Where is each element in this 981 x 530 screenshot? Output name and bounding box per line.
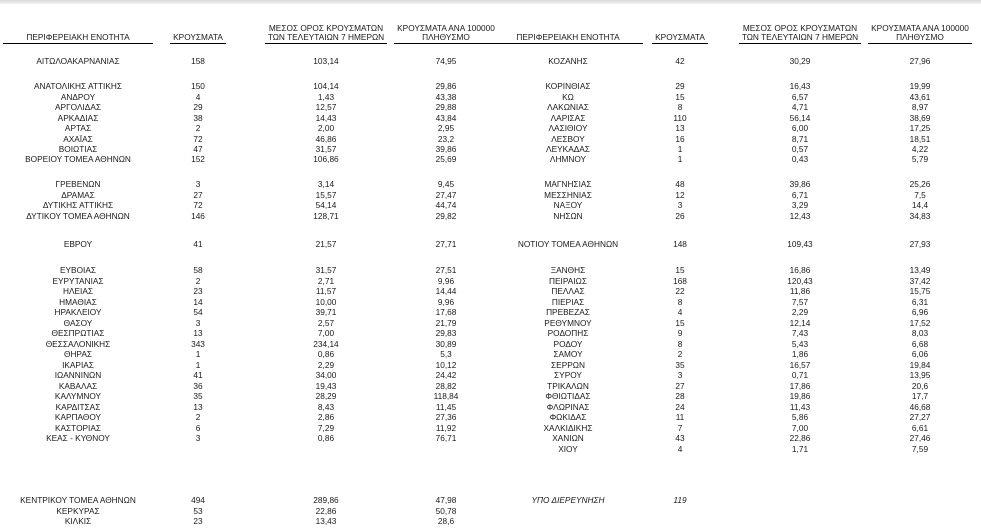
avg7-value: 14,43	[315, 113, 337, 123]
cases-value: 48	[675, 179, 685, 189]
region-name: ΕΥΒΟΙΑΣ	[59, 265, 97, 275]
per100k-value: 14,4	[911, 200, 929, 210]
avg7-value: 2,29	[791, 307, 809, 317]
avg7-value: 289,86	[313, 495, 339, 505]
cases-value: 41	[193, 239, 203, 249]
per100k-value: 7,5	[914, 190, 926, 200]
region-name: ΕΥΡΥΤΑΝΙΑΣ	[52, 276, 104, 286]
avg7-value: 5,86	[791, 412, 809, 422]
avg7-value: 106,86	[313, 154, 339, 164]
region-name: ΔΥΤΙΚΗΣ ΑΤΤΙΚΗΣ	[42, 200, 114, 210]
cases-value: 110	[673, 113, 687, 123]
cases-value: 13	[193, 328, 203, 338]
avg7-value: 0,71	[791, 370, 809, 380]
region-name: ΣΑΜΟΥ	[553, 349, 583, 359]
avg7-value: 34,00	[315, 370, 337, 380]
per100k-value: 30,89	[435, 339, 457, 349]
cases-value: 41	[193, 370, 203, 380]
cases-value: 9	[677, 328, 683, 338]
cases-value: 11	[675, 412, 685, 422]
cases-value: 13	[675, 123, 685, 133]
per100k-value: 7,59	[911, 444, 929, 454]
per100k-value: 44,74	[435, 200, 457, 210]
avg7-value: 11,86	[789, 286, 811, 296]
cases-value: 72	[193, 200, 203, 210]
per100k-value: 8,97	[911, 102, 929, 112]
per100k-value: 13,95	[909, 370, 931, 380]
region-name: ΓΡΕΒΕΝΩΝ	[55, 179, 101, 189]
region-name: ΝΑΞΟΥ	[553, 200, 583, 210]
per100k-value: 28,82	[435, 381, 457, 391]
per100k-value: 8,03	[911, 328, 929, 338]
cases-value: 1	[195, 360, 201, 370]
region-name: ΔΥΤΙΚΟΥ ΤΟΜΕΑ ΑΘΗΝΩΝ	[26, 211, 130, 221]
per100k-value: 76,71	[435, 433, 457, 443]
per100k-value: 17,7	[911, 391, 929, 401]
left-header-region: ΠΕΡΙΦΕΡΕΙΑΚΗ ΕΝΟΤΗΤΑ	[3, 33, 153, 44]
cases-value: 8	[677, 339, 683, 349]
top-edge	[0, 0, 981, 4]
avg7-value: 3,29	[791, 200, 809, 210]
region-name: ΛΑΣΙΘΙΟΥ	[548, 123, 588, 133]
avg7-value: 31,57	[315, 144, 337, 154]
per100k-value: 47,98	[435, 495, 457, 505]
left-header-avg7	[265, 24, 387, 44]
per100k-value: 21,79	[435, 318, 457, 328]
per100k-value: 34,83	[909, 211, 931, 221]
avg7-value: 109,43	[787, 239, 813, 249]
per100k-value: 27,46	[909, 433, 931, 443]
region-name: ΧΙΟΥ	[558, 444, 578, 454]
avg7-value: 1,71	[791, 444, 809, 454]
avg7-value: 7,29	[317, 423, 335, 433]
cases-value: 2	[195, 412, 201, 422]
region-name: ΗΡΑΚΛΕΙΟΥ	[54, 307, 102, 317]
avg7-value: 2,29	[317, 360, 335, 370]
avg7-value: 1,43	[317, 92, 335, 102]
left-header-per100k-line: ΠΛΗΘΥΣΜΟ	[422, 32, 470, 42]
region-name: ΣΥΡΟΥ	[554, 370, 582, 380]
region-name: ΝΟΤΙΟΥ ΤΟΜΕΑ ΑΘΗΝΩΝ	[517, 239, 619, 249]
avg7-value: 8,71	[791, 134, 809, 144]
cases-value: 2	[195, 276, 201, 286]
cases-value: 2	[677, 349, 683, 359]
per100k-value: 24,42	[435, 370, 457, 380]
avg7-value: 39,86	[789, 179, 811, 189]
per100k-value: 27,36	[435, 412, 457, 422]
region-name: ΛΕΥΚΑΔΑΣ	[546, 144, 590, 154]
cases-value: 13	[193, 402, 203, 412]
cases-value: 12	[675, 190, 685, 200]
cases-value: 8	[677, 297, 683, 307]
per100k-value: 27,47	[435, 190, 457, 200]
cases-value: 168	[673, 276, 687, 286]
avg7-value: 28,29	[315, 391, 337, 401]
per100k-value: 6,68	[911, 339, 929, 349]
per100k-value: 6,96	[911, 307, 929, 317]
cases-value: 3	[677, 370, 683, 380]
region-name: ΛΕΣΒΟΥ	[551, 134, 585, 144]
per100k-value: 10,12	[435, 360, 457, 370]
per100k-value: 38,69	[909, 113, 931, 123]
avg7-value: 5,43	[791, 339, 809, 349]
per100k-value: 5,79	[911, 154, 929, 164]
per100k-value: 46,68	[909, 402, 931, 412]
cases-value: 53	[193, 506, 203, 516]
avg7-value: 2,00	[317, 123, 335, 133]
region-name: ΚΑΛΥΜΝΟΥ	[54, 391, 102, 401]
region-name: ΛΑΡΙΣΑΣ	[550, 113, 586, 123]
left-header-cases: ΚΡΟΥΣΜΑΤΑ	[170, 33, 226, 44]
cases-value: 42	[675, 56, 685, 66]
cases-value: 27	[675, 381, 685, 391]
cases-value: 4	[677, 444, 683, 454]
region-name: ΠΙΕΡΙΑΣ	[551, 297, 585, 307]
region-name: ΒΟΙΩΤΙΑΣ	[58, 144, 98, 154]
per100k-value: 37,42	[909, 276, 931, 286]
region-name: ΦΘΙΩΤΙΔΑΣ	[545, 391, 591, 401]
per100k-value: 29,82	[435, 211, 457, 221]
cases-value: 150	[191, 81, 205, 91]
region-name: ΙΚΑΡΙΑΣ	[62, 360, 94, 370]
region-name: ΧΑΛΚΙΔΙΚΗΣ	[543, 423, 593, 433]
cases-value: 343	[191, 339, 205, 349]
cases-value: 3	[677, 200, 683, 210]
avg7-value: 104,14	[313, 81, 339, 91]
region-name: ΡΕΘΥΜΝΟΥ	[544, 318, 592, 328]
cases-value: 24	[675, 402, 685, 412]
cases-value: 47	[193, 144, 203, 154]
cases-value: 6	[195, 423, 201, 433]
per100k-value: 29,86	[435, 81, 457, 91]
cases-value: 3	[195, 318, 201, 328]
per100k-value: 43,61	[909, 92, 931, 102]
per100k-value: 6,06	[911, 349, 929, 359]
region-name: ΑΡΤΑΣ	[64, 123, 92, 133]
right-header-avg7	[739, 24, 861, 44]
region-name: ΑΧΑΪΑΣ	[63, 134, 93, 144]
avg7-value: 10,00	[315, 297, 337, 307]
left-header-per100k	[394, 24, 498, 44]
cases-value: 54	[193, 307, 203, 317]
region-name: ΠΕΙΡΑΙΩΣ	[549, 276, 587, 286]
cases-value: 1	[195, 349, 201, 359]
region-name: ΜΑΓΝΗΣΙΑΣ	[544, 179, 592, 189]
region-name: ΚΑΣΤΟΡΙΑΣ	[54, 423, 102, 433]
per100k-value: 43,38	[435, 92, 457, 102]
avg7-value: 6,57	[791, 92, 809, 102]
region-name: ΚΑΒΑΛΑΣ	[58, 381, 98, 391]
avg7-value: 7,00	[317, 328, 335, 338]
per100k-value: 9,45	[437, 179, 455, 189]
region-name: ΠΡΕΒΕΖΑΣ	[546, 307, 590, 317]
per100k-value: 5,3	[440, 349, 452, 359]
per100k-value: 11,45	[435, 402, 457, 412]
avg7-value: 39,71	[315, 307, 337, 317]
avg7-value: 3,14	[317, 179, 335, 189]
avg7-value: 2,57	[317, 318, 335, 328]
avg7-value: 128,71	[313, 211, 339, 221]
cases-value: 38	[193, 113, 203, 123]
region-name: ΛΗΜΝΟΥ	[549, 154, 587, 164]
region-name: ΘΕΣΠΡΩΤΙΑΣ	[51, 328, 105, 338]
per100k-value: 74,95	[435, 56, 457, 66]
avg7-value: 21,57	[315, 239, 337, 249]
region-name: ΚΑΡΔΙΤΣΑΣ	[55, 402, 101, 412]
per100k-value: 27,51	[435, 265, 457, 275]
region-name: ΒΟΡΕΙΟΥ ΤΟΜΕΑ ΑΘΗΝΩΝ	[25, 154, 131, 164]
cases-value: 1	[677, 154, 683, 164]
avg7-value: 0,57	[791, 144, 809, 154]
per100k-value: 20,6	[911, 381, 929, 391]
avg7-value: 7,43	[791, 328, 809, 338]
region-name: ΚΕΑΣ - ΚΥΘΝΟΥ	[46, 433, 110, 443]
avg7-value: 15,57	[315, 190, 337, 200]
avg7-value: 16,57	[789, 360, 811, 370]
region-name: ΚΕΡΚΥΡΑΣ	[56, 506, 100, 516]
per100k-value: 23,2	[437, 134, 455, 144]
cases-value: 36	[193, 381, 203, 391]
avg7-value: 4,71	[791, 102, 809, 112]
region-name: ΑΡΚΑΔΙΑΣ	[57, 113, 99, 123]
avg7-value: 16,43	[789, 81, 811, 91]
avg7-value: 56,14	[789, 113, 811, 123]
per100k-value: 18,51	[909, 134, 931, 144]
cases-value: 8	[677, 102, 683, 112]
region-name: ΜΕΣΣΗΝΙΑΣ	[544, 190, 592, 200]
per100k-value: 17,52	[909, 318, 931, 328]
avg7-value: 0,86	[317, 433, 335, 443]
region-name: ΑΡΓΟΛΙΔΑΣ	[55, 102, 101, 112]
avg7-value: 12,43	[789, 211, 811, 221]
cases-value: 16	[675, 134, 685, 144]
left-header-avg7-line: ΤΩΝ ΤΕΛΕΥΤΑΙΩΝ 7 ΗΜΕΡΩΝ	[267, 32, 385, 42]
left-header-per100k-line: ΚΡΟΥΣΜΑΤΑ ΑΝΑ 100000	[397, 23, 495, 33]
avg7-value: 22,86	[789, 433, 811, 443]
cases-value: 2	[195, 123, 201, 133]
cases-value: 15	[675, 318, 685, 328]
per100k-value: 39,86	[435, 144, 457, 154]
cases-value: 1	[677, 144, 683, 154]
avg7-value: 7,00	[791, 423, 809, 433]
cases-value: 15	[675, 265, 685, 275]
right-header-per100k	[868, 24, 972, 44]
per100k-value: 27,71	[435, 239, 457, 249]
cases-value: 4	[677, 307, 683, 317]
region-name: ΤΡΙΚΑΛΩΝ	[547, 381, 589, 391]
avg7-value: 11,57	[315, 286, 337, 296]
right-header-cases: ΚΡΟΥΣΜΑΤΑ	[652, 33, 708, 44]
region-name: ΗΛΕΙΑΣ	[62, 286, 94, 296]
avg7-value: 2,86	[317, 412, 335, 422]
avg7-value: 120,43	[787, 276, 813, 286]
cases-value: 152	[191, 154, 205, 164]
right-header-avg7-line: ΤΩΝ ΤΕΛΕΥΤΑΙΩΝ 7 ΗΜΕΡΩΝ	[741, 32, 859, 42]
cases-value: 23	[193, 286, 203, 296]
region-name: ΙΩΑΝΝΙΝΩΝ	[54, 370, 102, 380]
cases-value: 27	[193, 190, 203, 200]
region-name: ΦΩΚΙΔΑΣ	[549, 412, 587, 422]
region-name: ΚΟΡΙΝΘΙΑΣ	[545, 81, 591, 91]
cases-value: 119	[673, 495, 687, 505]
right-header-avg7-line: ΜΕΣΟΣ ΟΡΟΣ ΚΡΟΥΣΜΑΤΩΝ	[742, 23, 858, 33]
avg7-value: 54,14	[315, 200, 337, 210]
per100k-value: 11,92	[435, 423, 457, 433]
avg7-value: 1,86	[791, 349, 809, 359]
right-header-per100k-line: ΚΡΟΥΣΜΑΤΑ ΑΝΑ 100000	[871, 23, 969, 33]
per100k-value: 43,84	[435, 113, 457, 123]
region-name: ΘΗΡΑΣ	[63, 349, 93, 359]
region-name: ΥΠΟ ΔΙΕΡΕΥΝΗΣΗ	[531, 495, 605, 505]
per100k-value: 29,83	[435, 328, 457, 338]
region-name: ΔΡΑΜΑΣ	[61, 190, 95, 200]
avg7-value: 103,14	[313, 56, 339, 66]
right-header-per100k-line: ΠΛΗΘΥΣΜΟ	[896, 32, 944, 42]
avg7-value: 30,29	[789, 56, 811, 66]
region-name: ΑΙΤΩΛΟΑΚΑΡΝΑΝΙΑΣ	[36, 56, 120, 66]
region-name: ΕΒΡΟΥ	[63, 239, 93, 249]
region-name: ΛΑΚΩΝΙΑΣ	[547, 102, 589, 112]
per100k-value: 27,96	[909, 56, 931, 66]
region-name: ΑΝΔΡΟΥ	[60, 92, 96, 102]
avg7-value: 234,14	[313, 339, 339, 349]
cases-value: 28	[675, 391, 685, 401]
cases-value: 58	[193, 265, 203, 275]
avg7-value: 16,86	[789, 265, 811, 275]
region-name: ΚΩ	[562, 92, 574, 102]
region-name: ΘΑΣΟΥ	[63, 318, 93, 328]
cases-value: 7	[677, 423, 683, 433]
region-name: ΣΕΡΡΩΝ	[551, 360, 585, 370]
per100k-value: 9,96	[437, 297, 455, 307]
avg7-value: 0,86	[317, 349, 335, 359]
region-name: ΚΙΛΚΙΣ	[64, 516, 92, 526]
region-name: ΘΕΣΣΑΛΟΝΙΚΗΣ	[45, 339, 111, 349]
region-name: ΠΕΛΛΑΣ	[551, 286, 585, 296]
cases-value: 22	[675, 286, 685, 296]
region-name: ΝΗΣΩΝ	[553, 211, 583, 221]
per100k-value: 17,25	[909, 123, 931, 133]
region-name: ΚΑΡΠΑΘΟΥ	[54, 412, 102, 422]
per100k-value: 6,61	[911, 423, 929, 433]
region-name: ΚΕΝΤΡΙΚΟΥ ΤΟΜΕΑ ΑΘΗΝΩΝ	[20, 495, 136, 505]
cases-value: 26	[675, 211, 685, 221]
region-name: ΚΟΖΑΝΗΣ	[548, 56, 588, 66]
per100k-value: 6,31	[911, 297, 929, 307]
per100k-value: 27,27	[909, 412, 931, 422]
right-header-region: ΠΕΡΙΦΕΡΕΙΑΚΗ ΕΝΟΤΗΤΑ	[493, 33, 643, 44]
avg7-value: 46,86	[315, 134, 337, 144]
per100k-value: 27,93	[909, 239, 931, 249]
cases-value: 23	[193, 516, 203, 526]
region-name: ΡΟΔΟΥ	[553, 339, 583, 349]
region-name: ΗΜΑΘΙΑΣ	[59, 297, 97, 307]
avg7-value: 17,86	[789, 381, 811, 391]
per100k-value: 25,69	[435, 154, 457, 164]
cases-value: 148	[673, 239, 687, 249]
cases-value: 146	[191, 211, 205, 221]
avg7-value: 22,86	[315, 506, 337, 516]
avg7-value: 8,43	[317, 402, 335, 412]
per100k-value: 15,75	[909, 286, 931, 296]
avg7-value: 7,57	[791, 297, 809, 307]
per100k-value: 13,49	[909, 265, 931, 275]
per100k-value: 9,96	[437, 276, 455, 286]
avg7-value: 19,86	[789, 391, 811, 401]
cases-value: 494	[191, 495, 205, 505]
per100k-value: 17,68	[435, 307, 457, 317]
left-header-avg7-line: ΜΕΣΟΣ ΟΡΟΣ ΚΡΟΥΣΜΑΤΩΝ	[268, 23, 384, 33]
cases-value: 158	[191, 56, 205, 66]
region-name: ΞΑΝΘΗΣ	[550, 265, 586, 275]
cases-value: 35	[193, 391, 203, 401]
per100k-value: 50,78	[435, 506, 457, 516]
cases-value: 3	[195, 179, 201, 189]
region-name: ΦΛΩΡΙΝΑΣ	[546, 402, 590, 412]
cases-value: 72	[193, 134, 203, 144]
per100k-value: 28,6	[437, 516, 455, 526]
cases-value: 29	[675, 81, 685, 91]
per100k-value: 19,99	[909, 81, 931, 91]
cases-value: 15	[675, 92, 685, 102]
cases-value: 4	[195, 92, 201, 102]
avg7-value: 0,43	[791, 154, 809, 164]
region-name: ΡΟΔΟΠΗΣ	[547, 328, 589, 338]
avg7-value: 11,43	[789, 402, 811, 412]
per100k-value: 118,84	[433, 391, 459, 401]
cases-value: 14	[193, 297, 203, 307]
avg7-value: 6,71	[791, 190, 809, 200]
per100k-value: 4,22	[911, 144, 929, 154]
cases-value: 35	[675, 360, 685, 370]
per100k-value: 14,44	[435, 286, 457, 296]
avg7-value: 13,43	[315, 516, 337, 526]
region-name: ΧΑΝΙΩΝ	[552, 433, 584, 443]
avg7-value: 6,00	[791, 123, 809, 133]
cases-value: 29	[193, 102, 203, 112]
per100k-value: 25,26	[909, 179, 931, 189]
avg7-value: 12,57	[315, 102, 337, 112]
per100k-value: 29,88	[435, 102, 457, 112]
avg7-value: 31,57	[315, 265, 337, 275]
cases-value: 43	[675, 433, 685, 443]
per100k-value: 19,84	[909, 360, 931, 370]
region-name: ΑΝΑΤΟΛΙΚΗΣ ΑΤΤΙΚΗΣ	[33, 81, 123, 91]
avg7-value: 19,43	[315, 381, 337, 391]
per100k-value: 2,95	[437, 123, 455, 133]
cases-value: 3	[195, 433, 201, 443]
avg7-value: 12,14	[789, 318, 811, 328]
avg7-value: 2,71	[317, 276, 335, 286]
